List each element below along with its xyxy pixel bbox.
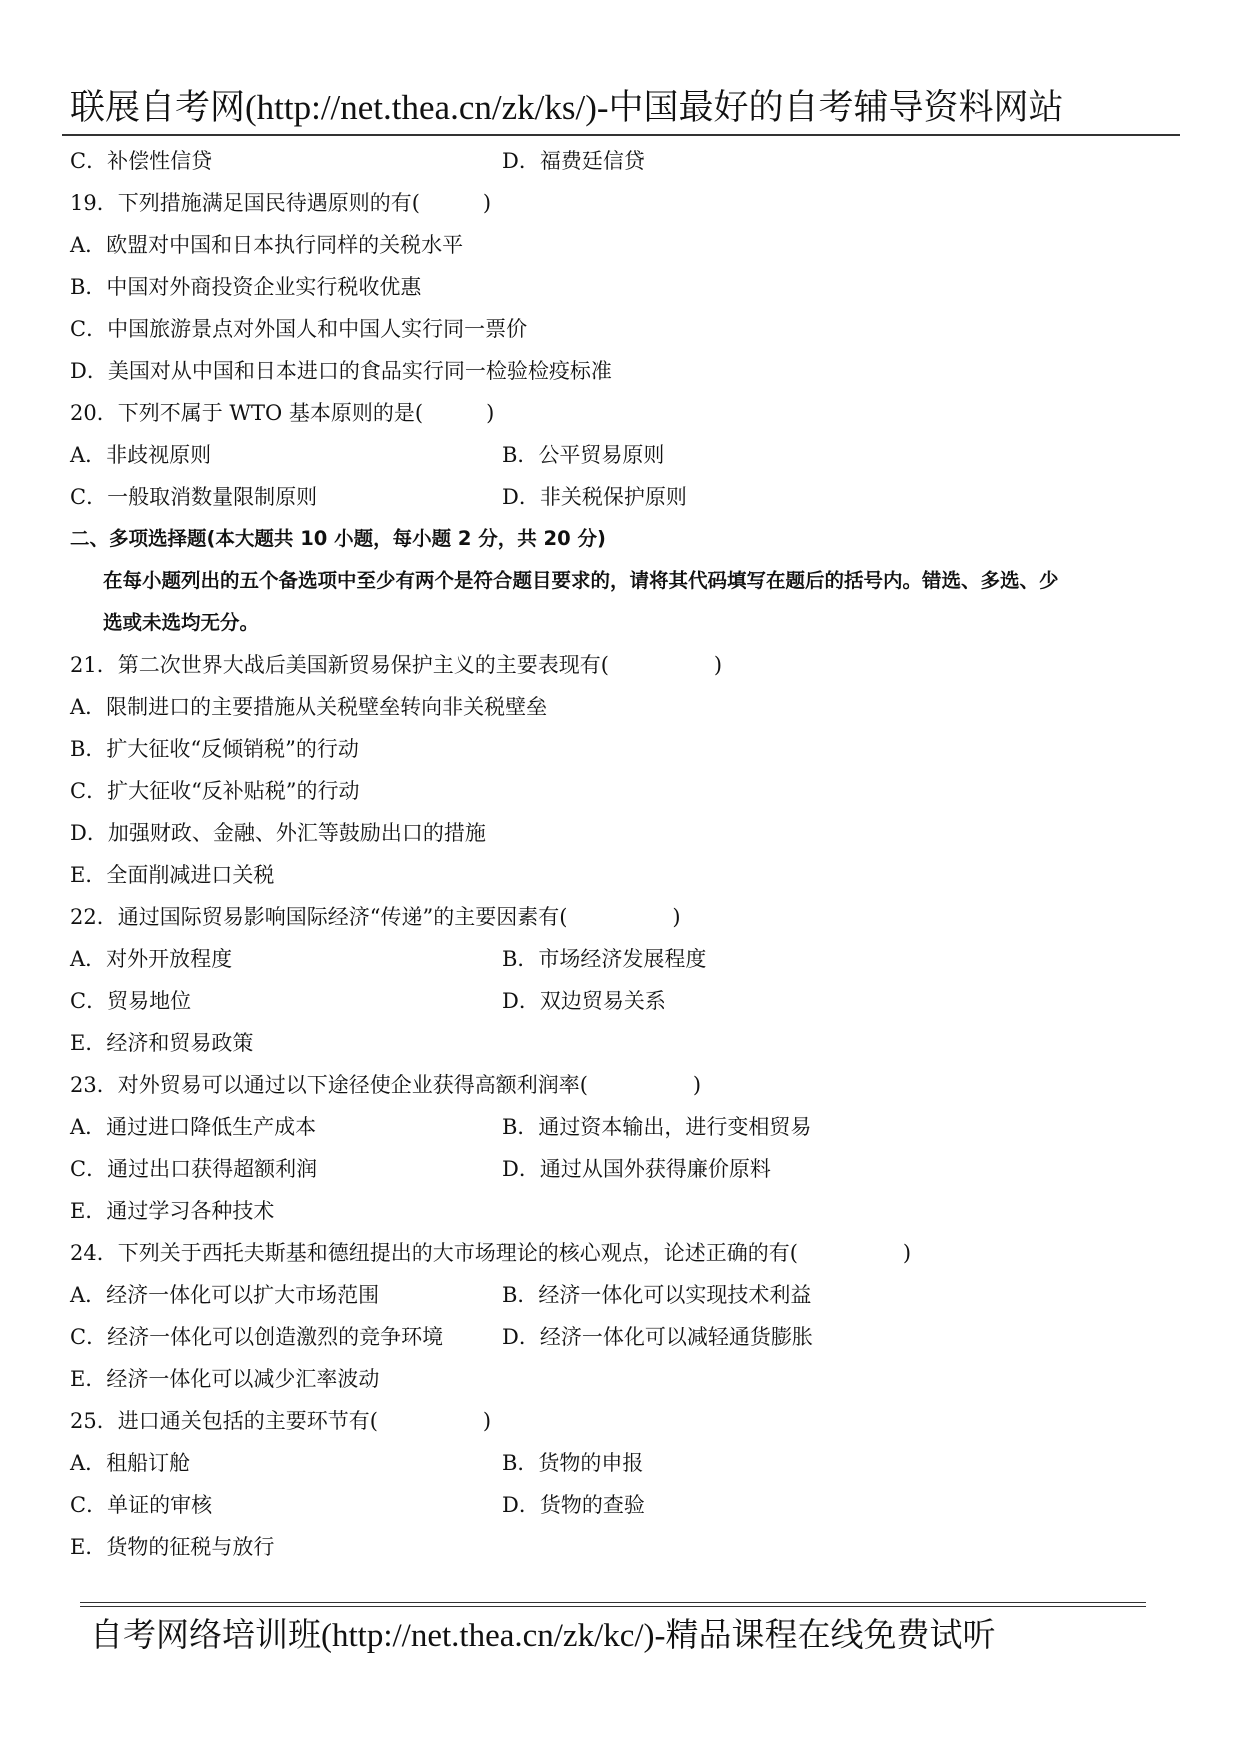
line-text-col2: D．经济一体化可以减轻通货膨胀 (502, 1325, 813, 1349)
text-line (70, 224, 1180, 266)
text-line (70, 1274, 1180, 1316)
line-text: C．经济一体化可以创造激烈的竞争环境 (70, 1325, 444, 1349)
text-line (70, 182, 1180, 224)
line-text: 在每小题列出的五个备选项中至少有两个是符合题目要求的，请将其代码填写在题后的括号内。错选、多选、少 (103, 569, 1059, 592)
line-text-col2: D．非关税保护原则 (502, 485, 687, 509)
text-line (70, 140, 1180, 182)
text-line (70, 1316, 1180, 1358)
line-text: 22．通过国际贸易影响国际经济“传递”的主要因素有( ) (70, 905, 681, 929)
line-text: C．中国旅游景点对外国人和中国人实行同一票价 (70, 317, 528, 341)
line-text-col2: D．双边贸易关系 (502, 989, 666, 1013)
line-text: C．一般取消数量限制原则 (70, 485, 318, 509)
line-text: B．中国对外商投资企业实行税收优惠 (70, 275, 422, 299)
text-line (70, 1400, 1180, 1442)
line-text: E．货物的征税与放行 (70, 1535, 275, 1559)
text-line (70, 1232, 1180, 1274)
text-line (70, 434, 1180, 476)
line-text-col2: B．经济一体化可以实现技术利益 (502, 1283, 812, 1307)
line-text-col2: B．公平贸易原则 (502, 443, 665, 467)
text-line (70, 1064, 1180, 1106)
line-text: A．欧盟对中国和日本执行同样的关税水平 (70, 233, 464, 257)
text-line (70, 266, 1180, 308)
text-line (70, 602, 1180, 644)
line-text: 19．下列措施满足国民待遇原则的有( ) (70, 191, 492, 215)
text-line (70, 1526, 1180, 1568)
text-line (70, 686, 1180, 728)
text-line (70, 728, 1180, 770)
exam-content (70, 140, 1180, 1568)
header-divider (62, 134, 1180, 136)
page-header: 联展自考网(http://net.thea.cn/zk/ks/)-中国最好的自考辅导资料网站 (70, 88, 1064, 127)
line-text: E．通过学习各种技术 (70, 1199, 275, 1223)
line-text: E．经济一体化可以减少汇率波动 (70, 1367, 380, 1391)
text-line (70, 1106, 1180, 1148)
text-line (70, 1190, 1180, 1232)
text-line (70, 938, 1180, 980)
line-text-col2: B．通过资本输出，进行变相贸易 (502, 1115, 812, 1139)
line-text: A．通过进口降低生产成本 (70, 1115, 317, 1139)
footer-divider (80, 1602, 1146, 1607)
page-footer: 自考网络培训班(http://net.thea.cn/zk/kc/)-精品课程在线免费试听 (90, 1618, 996, 1654)
text-line (70, 854, 1180, 896)
line-text: A．非歧视原则 (70, 443, 212, 467)
text-line (70, 308, 1180, 350)
line-text-col2: B．货物的申报 (502, 1451, 644, 1475)
line-text: A．租船订舱 (70, 1451, 191, 1475)
line-text-col2: B．市场经济发展程度 (502, 947, 707, 971)
line-text: 25．进口通关包括的主要环节有( ) (70, 1409, 492, 1433)
line-text: D．美国对从中国和日本进口的食品实行同一检验检疫标准 (70, 359, 612, 383)
text-line (70, 1148, 1180, 1190)
text-line (70, 476, 1180, 518)
line-text: E．经济和贸易政策 (70, 1031, 254, 1055)
line-text: C．单证的审核 (70, 1493, 213, 1517)
text-line (70, 1442, 1180, 1484)
text-line (70, 350, 1180, 392)
line-text: 24．下列关于西托夫斯基和德纽提出的大市场理论的核心观点，论述正确的有( ) (70, 1241, 912, 1265)
line-text: 20．下列不属于 WTO 基本原则的是( ) (70, 401, 495, 425)
line-text: C．通过出口获得超额利润 (70, 1157, 318, 1181)
text-line (70, 644, 1180, 686)
line-text: 选或未选均无分。 (103, 611, 260, 634)
text-line (70, 518, 1180, 560)
line-text-col2: D．福费廷信贷 (502, 149, 645, 173)
line-text: A．经济一体化可以扩大市场范围 (70, 1283, 380, 1307)
text-line (70, 980, 1180, 1022)
line-text: C．扩大征收“反补贴税”的行动 (70, 779, 360, 803)
line-text: 21．第二次世界大战后美国新贸易保护主义的主要表现有( ) (70, 653, 723, 677)
text-line (70, 770, 1180, 812)
line-text: E．全面削减进口关税 (70, 863, 275, 887)
text-line (70, 812, 1180, 854)
line-text: D．加强财政、金融、外汇等鼓励出口的措施 (70, 821, 486, 845)
line-text: B．扩大征收“反倾销税”的行动 (70, 737, 359, 761)
line-text-col2: D．通过从国外获得廉价原料 (502, 1157, 771, 1181)
line-text: C．补偿性信贷 (70, 149, 213, 173)
line-text: A．限制进口的主要措施从关税壁垒转向非关税壁垒 (70, 695, 548, 719)
line-text-col2: D．货物的查验 (502, 1493, 645, 1517)
text-line (70, 896, 1180, 938)
text-line (70, 1484, 1180, 1526)
line-text: A．对外开放程度 (70, 947, 233, 971)
line-text: C．贸易地位 (70, 989, 192, 1013)
text-line (70, 1022, 1180, 1064)
text-line (70, 392, 1180, 434)
text-line (70, 1358, 1180, 1400)
line-text: 二、多项选择题(本大题共 10 小题，每小题 2 分，共 20 分) (70, 527, 606, 550)
line-text: 23．对外贸易可以通过以下途径使企业获得高额利润率( ) (70, 1073, 702, 1097)
text-line (70, 560, 1180, 602)
